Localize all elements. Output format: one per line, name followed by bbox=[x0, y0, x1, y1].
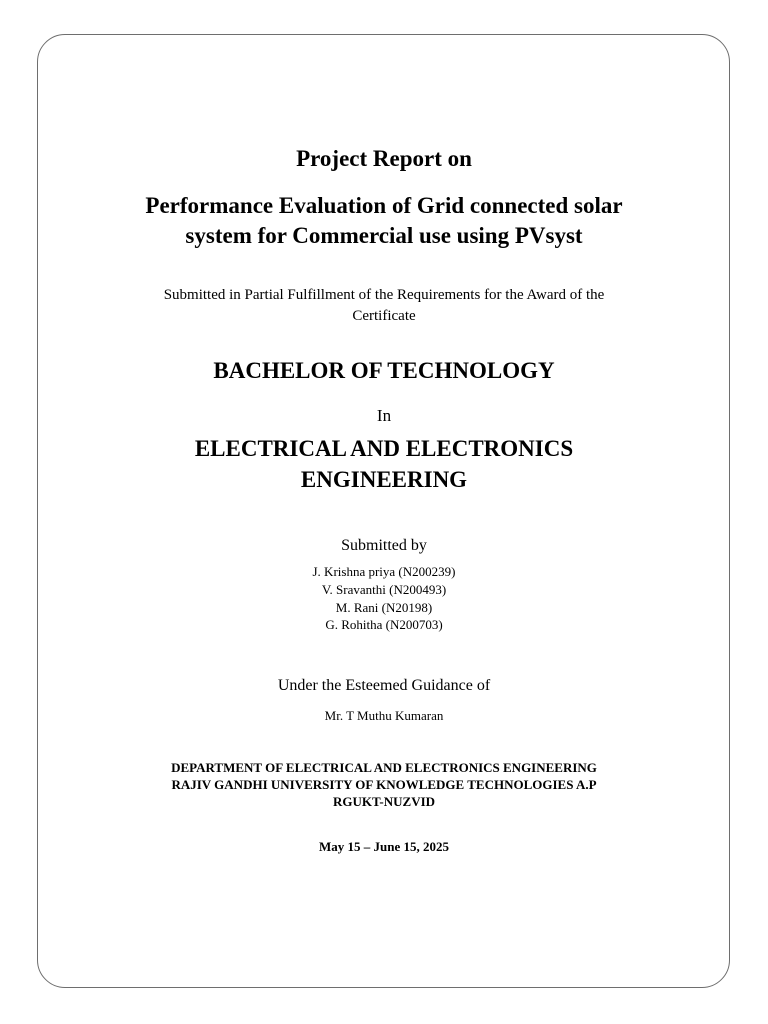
branch-name-line-1: ELECTRICAL AND ELECTRONICS bbox=[194, 436, 574, 461]
guidance-label: Under the Esteemed Guidance of bbox=[277, 677, 491, 694]
campus-name: RGUKT-NUZVID bbox=[332, 794, 436, 809]
submission-statement-line-2: Certificate bbox=[352, 308, 416, 324]
student-entry: M. Rani (N20198) bbox=[335, 600, 433, 615]
submission-statement-line-1: Submitted in Partial Fulfillment of the Requirements for the Award of the bbox=[163, 287, 605, 303]
student-entry: J. Krishna priya (N200239) bbox=[312, 564, 456, 579]
report-title-line-1: Performance Evaluation of Grid connected solar bbox=[145, 193, 623, 218]
branch-name-line-2: ENGINEERING bbox=[300, 467, 468, 492]
submitted-by-label: Submitted by bbox=[341, 537, 427, 554]
department-name: DEPARTMENT OF ELECTRICAL AND ELECTRONICS ENGINEERING bbox=[171, 760, 597, 775]
report-date: May 15 – June 15, 2025 bbox=[319, 839, 449, 854]
report-heading: Project Report on bbox=[296, 146, 472, 171]
report-title-line-2: system for Commercial use using PVsyst bbox=[185, 223, 583, 248]
student-entry: V. Sravanthi (N200493) bbox=[321, 582, 447, 597]
guide-name: Mr. T Muthu Kumaran bbox=[324, 708, 444, 723]
degree-name: BACHELOR OF TECHNOLOGY bbox=[213, 358, 555, 383]
university-name: RAJIV GANDHI UNIVERSITY OF KNOWLEDGE TECHNOLOGIES A.P bbox=[171, 777, 597, 792]
student-entry: G. Rohitha (N200703) bbox=[325, 617, 443, 632]
in-label: In bbox=[376, 406, 392, 425]
